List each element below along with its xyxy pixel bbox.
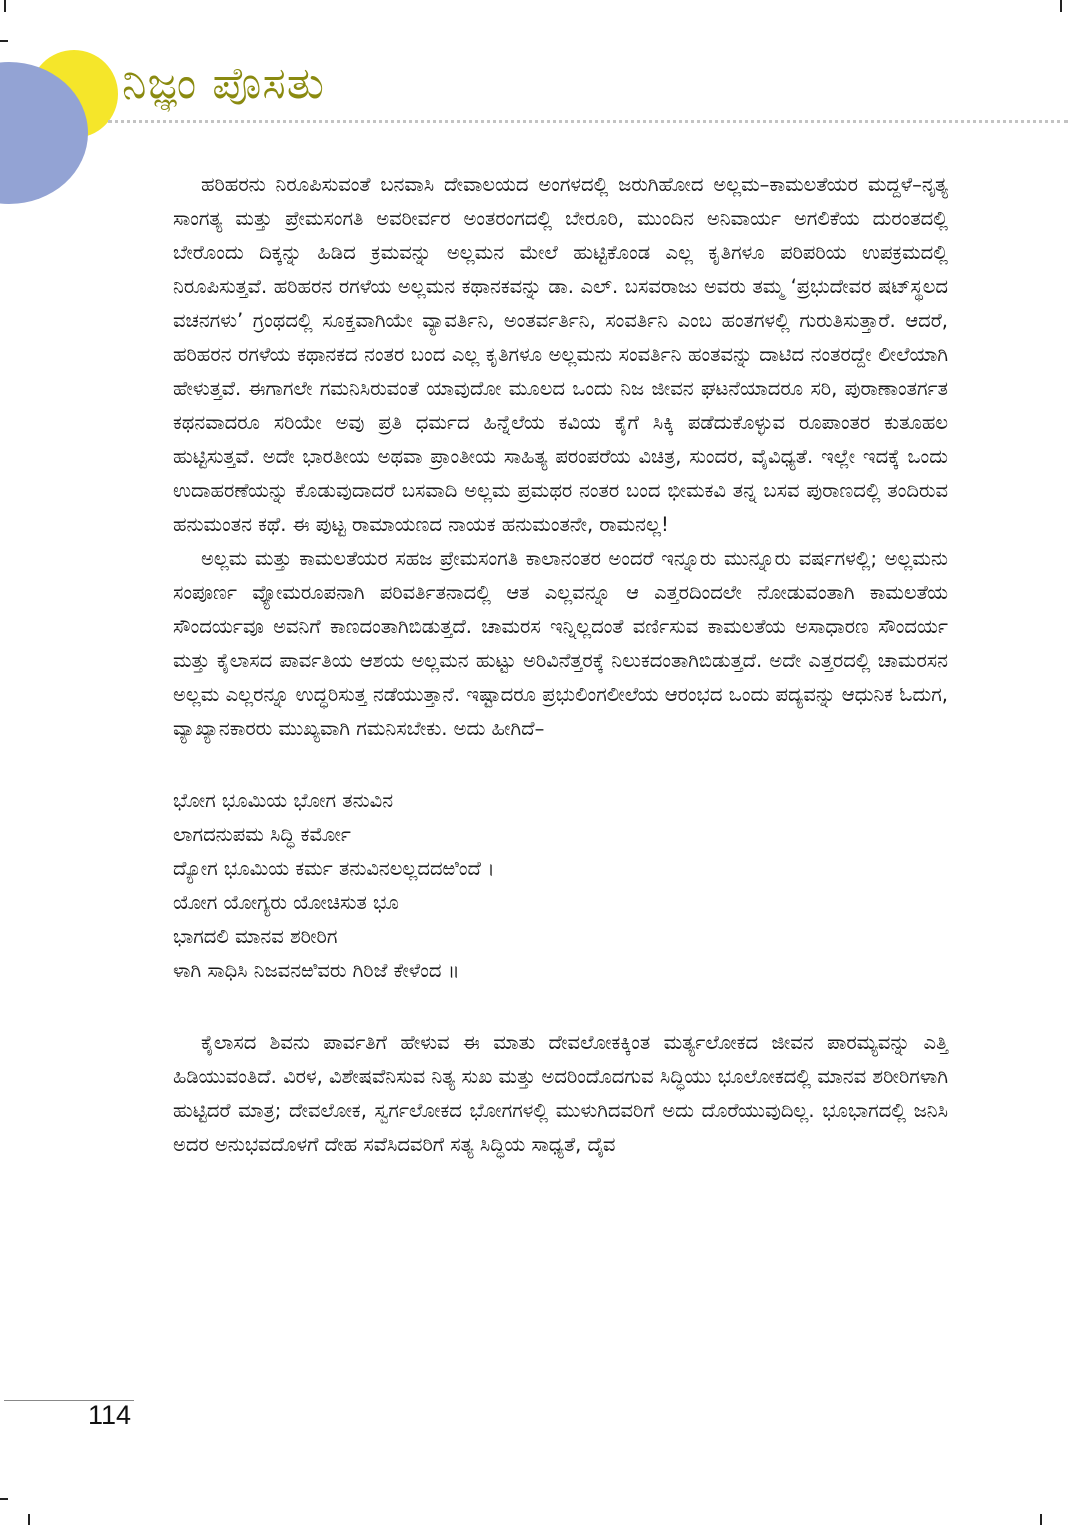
paragraph-1: ಹರಿಹರನು ನಿರೂಪಿಸುವಂತೆ ಬನವಾಸಿ ದೇವಾಲಯದ ಅಂಗಳದಲ್ಲಿ ಜರುಗಿಹೋದ ಅಲ್ಲಮ–ಕಾಮಲತೆಯರ ಮದ್ದಳೆ–ನೃತ್ಯ ಸಾಂಗತ್ಯ ಮತ್ತು ಪ್ರೇಮಸಂಗತಿ ಅವರೀರ್ವರ ಅಂತರಂಗದಲ್ಲಿ ಬೇರೂರಿ, ಮುಂದಿನ ಅನಿವಾರ್ಯ ಅಗಲಿಕೆಯ ದುರಂತದಲ್ಲಿ ಬೇರೊಂದು ದಿಕ್ಕನ್ನು ಹಿಡಿದ ಕ್ರಮವನ್ನು ಅಲ್ಲಮನ ಮೇಲೆ ಹುಟ್ಟಿಕೊಂಡ ಎಲ್ಲ ಕೃತಿಗಳೂ ಪರಿಪರಿಯ ಉಪಕ್ರಮದಲ್ಲಿ ನಿರೂಪಿಸುತ್ತವೆ. ಹರಿಹರನ ರಗಳೆಯ ಅಲ್ಲಮನ ಕಥಾನಕವನ್ನು ಡಾ. ಎಲ್. ಬಸವರಾಜು ಅವರು ತಮ್ಮ ‘ಪ್ರಭುದೇವರ ಷಟ್‌ಸ್ಥಲದ ವಚನಗಳು’ ಗ್ರಂಥದಲ್ಲಿ ಸೂಕ್ತವಾಗಿಯೇ ವ್ಯಾವರ್ತಿನಿ, ಅಂತರ್ವರ್ತಿನಿ, ಸಂವರ್ತಿನಿ ಎಂಬ ಹಂತಗಳಲ್ಲಿ ಗುರುತಿಸುತ್ತಾರೆ. ಆದರೆ, ಹರಿಹರನ ರಗಳೆಯ ಕಥಾನಕದ ನಂತರ ಬಂದ ಎಲ್ಲ ಕೃತಿಗಳೂ ಅಲ್ಲಮನು ಸಂವರ್ತಿನಿ ಹಂತವನ್ನು ದಾಟಿದ ನಂತರದ್ದೇ ಲೀಲೆಯಾಗಿ ಹೇಳುತ್ತವೆ. ಈಗಾಗಲೇ ಗಮನಿಸಿರುವಂತೆ ಯಾವುದೋ ಮೂಲದ ಒಂದು ನಿಜ ಜೀವನ ಘಟನೆಯಾದರೂ ಸರಿ, ಪುರಾಣಾಂತರ್ಗತ ಕಥನವಾದರೂ ಸರಿಯೇ ಅವು ಪ್ರತಿ ಧರ್ಮದ ಹಿನ್ನೆಲೆಯ ಕವಿಯ ಕೈಗೆ ಸಿಕ್ಕಿ ಪಡೆದುಕೊಳ್ಳುವ ರೂಪಾಂತರ ಕುತೂಹಲ ಹುಟ್ಟಿಸುತ್ತವೆ. ಅದೇ ಭಾರತೀಯ ಅಥವಾ ಪ್ರಾಂತೀಯ ಸಾಹಿತ್ಯ ಪರಂಪರೆಯ ವಿಚಿತ್ರ, ಸುಂದರ, ವೈವಿಧ್ಯತೆ. ಇಲ್ಲೇ ಇದಕ್ಕೆ ಒಂದು ಉದಾಹರಣೆಯನ್ನು ಕೊಡುವುದಾದರೆ ಬಸವಾದಿ ಅಲ್ಲಮ ಪ್ರಮಥರ ನಂತರ ಬಂದ ಭೀಮಕವಿ ತನ್ನ ಬಸವ ಪುರಾಣದಲ್ಲಿ ತಂದಿರುವ ಹನುಮಂತನ ಕಥೆ. ಈ ಪುಟ್ಟ ರಾಮಾಯಣದ ನಾಯಕ ಹನುಮಂತನೇ, ರಾಮನಲ್ಲ!	[173, 173, 948, 536]
verse-line: ಲಾಗದನುಪಮ ಸಿದ್ಧಿ ಕರ್ಮೋ	[173, 823, 351, 846]
verse-block	[173, 784, 948, 988]
crop-mark-top-right	[1060, 0, 1062, 12]
verse-line: ಳಾಗಿ ಸಾಧಿಸಿ ನಿಜವನಱಿವರು ಗಿರಿಜೆ ಕೇಳೆಂದ ॥	[173, 959, 460, 982]
running-header-title: ನಿಜ್ಞಂ ಪೊಸತು	[122, 58, 326, 109]
verse-line: ದ್ಯೋಗ ಭೂಮಿಯ ಕರ್ಮ ತನುವಿನಲಲ್ಲದದಱಿಂದೆ ।	[173, 857, 495, 880]
crop-mark-bottom-left	[28, 1514, 30, 1525]
verse-line: ಯೋಗ ಯೋಗ್ಯರು ಯೋಚಿಸುತ ಭೂ	[173, 891, 399, 914]
crop-mark-bottom-right	[1040, 1514, 1042, 1525]
paragraph-2: ಅಲ್ಲಮ ಮತ್ತು ಕಾಮಲತೆಯರ ಸಹಜ ಪ್ರೇಮಸಂಗತಿ ಕಾಲಾನಂತರ ಅಂದರೆ ಇನ್ನೂರು ಮುನ್ನೂರು ವರ್ಷಗಳಲ್ಲಿ; ಅಲ್ಲಮನು ಸಂಪೂರ್ಣ ವ್ಯೋಮರೂಪನಾಗಿ ಪರಿವರ್ತಿತನಾದಲ್ಲಿ ಆತ ಎಲ್ಲವನ್ನೂ ಆ ಎತ್ತರದಿಂದಲೇ ನೋಡುವಂತಾಗಿ ಕಾಮಲತೆಯ ಸೌಂದರ್ಯವೂ ಅವನಿಗೆ ಕಾಣದಂತಾಗಿಬಿಡುತ್ತದೆ. ಚಾಮರಸ ಇನ್ನಿಲ್ಲದಂತೆ ವರ್ಣಿಸುವ ಕಾಮಲತೆಯ ಅಸಾಧಾರಣ ಸೌಂದರ್ಯ ಮತ್ತು ಕೈಲಾಸದ ಪಾರ್ವತಿಯ ಆಶಯ ಅಲ್ಲಮನ ಹುಟ್ಟು ಅರಿವಿನೆತ್ತರಕ್ಕೆ ನಿಲುಕದಂತಾಗಿಬಿಡುತ್ತದೆ. ಅದೇ ಎತ್ತರದಲ್ಲಿ ಚಾಮರಸನ ಅಲ್ಲಮ ಎಲ್ಲರನ್ನೂ ಉದ್ಧರಿಸುತ್ತ ನಡೆಯುತ್ತಾನೆ. ಇಷ್ಟಾದರೂ ಪ್ರಭುಲಿಂಗಲೀಲೆಯ ಆರಂಭದ ಒಂದು ಪದ್ಯವನ್ನು ಆಧುನಿಕ ಓದುಗ, ವ್ಯಾಖ್ಯಾನಕಾರರು ಮುಖ್ಯವಾಗಿ ಗಮನಿಸಬೇಕು. ಅದು ಹೀಗಿದೆ–	[173, 547, 948, 740]
verse-line: ಭಾಗದಲಿ ಮಾನವ ಶರೀರಿಗ	[173, 925, 338, 948]
page-body	[173, 168, 948, 1162]
crop-mark-top-left	[4, 0, 6, 12]
paragraph-3: ಕೈಲಾಸದ ಶಿವನು ಪಾರ್ವತಿಗೆ ಹೇಳುವ ಈ ಮಾತು ದೇವಲೋಕಕ್ಕಿಂತ ಮರ್ತ್ಯಲೋಕದ ಜೀವನ ಪಾರಮ್ಯವನ್ನು ಎತ್ತಿ ಹಿಡಿಯುವಂತಿದೆ. ವಿರಳ, ವಿಶೇಷವೆನಿಸುವ ನಿತ್ಯ ಸುಖ ಮತ್ತು ಅದರಿಂದೊದಗುವ ಸಿದ್ಧಿಯು ಭೂಲೋಕದಲ್ಲಿ ಮಾನವ ಶರೀರಿಗಳಾಗಿ ಹುಟ್ಟಿದರೆ ಮಾತ್ರ; ದೇವಲೋಕ, ಸ್ವರ್ಗಲೋಕದ ಭೋಗಗಳಲ್ಲಿ ಮುಳುಗಿದವರಿಗೆ ಅದು ದೊರೆಯುವುದಿಲ್ಲ. ಭೂಭಾಗದಲ್ಲಿ ಜನಿಸಿ ಅದರ ಅನುಭವದೊಳಗೆ ದೇಹ ಸವೆಸಿದವರಿಗೆ ಸತ್ಯ ಸಿದ್ಧಿಯ ಸಾಧ್ಯತೆ, ದೈವ	[173, 1031, 948, 1156]
header-dotted-rule	[108, 120, 1068, 123]
page-number: 114	[88, 1400, 132, 1430]
crop-mark-left-top	[0, 40, 8, 42]
verse-line: ಭೋಗ ಭೂಮಿಯ ಭೋಗ ತನುವಿನ	[173, 789, 394, 812]
crop-mark-left-bottom	[0, 1498, 8, 1500]
